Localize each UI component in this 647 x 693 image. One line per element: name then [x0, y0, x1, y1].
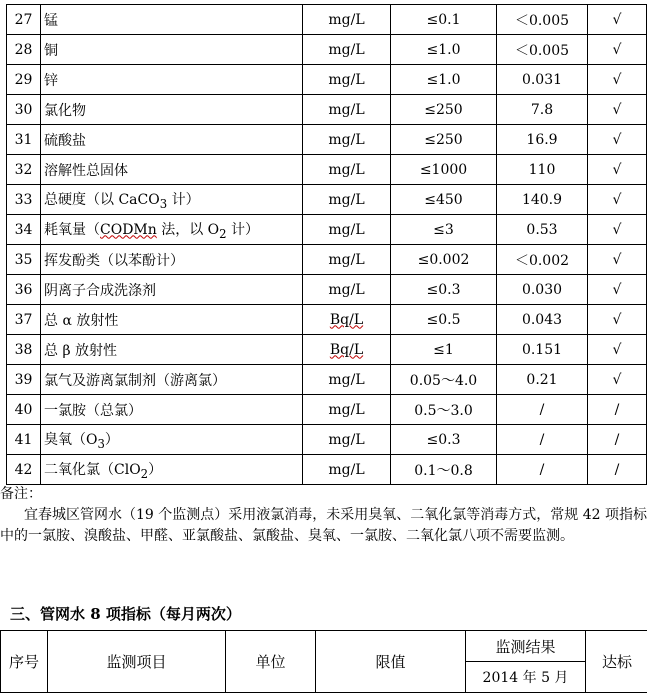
item-name-text: 耗氧量（ — [44, 222, 100, 238]
limit-value: 0.5～3.0 — [391, 395, 497, 425]
unit-cell — [303, 395, 391, 425]
item-name — [41, 395, 303, 425]
row-number: 36 — [7, 275, 41, 305]
unit-cell — [303, 335, 391, 365]
header-ok: 达标 — [586, 631, 647, 693]
compliance-mark: √ — [588, 155, 647, 185]
unit-text: mg/L — [328, 462, 364, 478]
row-number: 34 — [7, 215, 41, 245]
item-name — [41, 335, 303, 365]
item-name — [41, 155, 303, 185]
item-name — [41, 5, 303, 35]
item-name-text: 氯化物 — [44, 103, 86, 119]
table-row — [7, 305, 647, 335]
compliance-mark: √ — [588, 305, 647, 335]
unit-text: mg/L — [328, 42, 364, 58]
item-name — [41, 425, 303, 455]
item-name — [41, 215, 303, 245]
compliance-mark: √ — [588, 245, 647, 275]
notes-block — [0, 484, 647, 547]
row-number: 39 — [7, 365, 41, 395]
row-number: 32 — [7, 155, 41, 185]
compliance-mark: / — [588, 395, 647, 425]
table-row — [7, 155, 647, 185]
result-value: 0.53 — [497, 215, 588, 245]
table-row — [7, 365, 647, 395]
compliance-mark: √ — [588, 65, 647, 95]
result-value: 0.151 — [497, 335, 588, 365]
unit-text: mg/L — [328, 402, 364, 418]
unit-cell — [303, 35, 391, 65]
item-name — [41, 185, 303, 215]
unit-text: Bq/L — [330, 312, 363, 328]
table-row — [7, 185, 647, 215]
unit-cell — [303, 155, 391, 185]
result-value: ＜0.002 — [497, 245, 588, 275]
unit-text: mg/L — [328, 102, 364, 118]
compliance-mark: √ — [588, 275, 647, 305]
unit-cell — [303, 275, 391, 305]
unit-text: mg/L — [328, 222, 364, 238]
header-result: 监测结果 — [466, 631, 586, 662]
table-row — [7, 455, 647, 485]
item-name-text: 硫酸盐 — [44, 133, 86, 149]
row-number: 41 — [7, 425, 41, 455]
limit-value: 0.1～0.8 — [391, 455, 497, 485]
table-row — [7, 65, 647, 95]
item-name — [41, 245, 303, 275]
table-row — [7, 335, 647, 365]
result-value: ＜0.005 — [497, 5, 588, 35]
table-row — [7, 425, 647, 455]
compliance-mark: √ — [588, 365, 647, 395]
row-number: 29 — [7, 65, 41, 95]
item-name — [41, 125, 303, 155]
item-name-tail: ） — [148, 462, 162, 478]
table-row — [7, 275, 647, 305]
item-name — [41, 275, 303, 305]
item-name-text: 溶解性总固体 — [44, 163, 128, 179]
compliance-mark: √ — [588, 5, 647, 35]
item-name-text: 锌 — [44, 73, 58, 89]
row-number: 42 — [7, 455, 41, 485]
water-quality-table — [6, 4, 647, 485]
item-name — [41, 455, 303, 485]
unit-cell — [303, 65, 391, 95]
result-value: 110 — [497, 155, 588, 185]
unit-cell — [303, 365, 391, 395]
result-value: / — [497, 395, 588, 425]
row-number: 31 — [7, 125, 41, 155]
unit-cell — [303, 425, 391, 455]
unit-cell — [303, 5, 391, 35]
compliance-mark: / — [588, 425, 647, 455]
limit-value: 0.05～4.0 — [391, 365, 497, 395]
row-number: 38 — [7, 335, 41, 365]
item-name-text: 阴离子合成洗涤剂 — [44, 283, 156, 299]
unit-cell — [303, 215, 391, 245]
row-number: 37 — [7, 305, 41, 335]
header-no: 序号 — [1, 631, 48, 693]
item-name-text: 总 α 放射性 — [44, 313, 118, 329]
unit-text: Bq/L — [330, 342, 363, 358]
unit-text: mg/L — [328, 252, 364, 268]
result-value: / — [497, 455, 588, 485]
compliance-mark: / — [588, 455, 647, 485]
unit-text: mg/L — [328, 282, 364, 298]
compliance-mark: √ — [588, 185, 647, 215]
notes-text: 宜春城区管网水（19 个监测点）采用液氯消毒，未采用臭氧、二氧化氯等消毒方式，常规 42 项指标中的一氯胺、溴酸盐、甲醛、亚氯酸盐、氯酸盐、臭氧、一氯胺、二氧化氯八项不需要监测。 — [0, 505, 647, 547]
item-name-method: CODMn — [100, 222, 157, 238]
item-name-text: 臭氧（O — [44, 432, 97, 448]
row-number: 30 — [7, 95, 41, 125]
item-name-subscript: 3 — [97, 436, 104, 450]
item-name-text: 挥发酚类（以苯酚计） — [44, 253, 184, 269]
limit-value: ≤250 — [391, 125, 497, 155]
row-number: 33 — [7, 185, 41, 215]
unit-text: mg/L — [328, 72, 364, 88]
compliance-mark: √ — [588, 125, 647, 155]
notes-label: 备注： — [0, 484, 647, 505]
result-value: 0.21 — [497, 365, 588, 395]
unit-text: mg/L — [328, 432, 364, 448]
item-name-tail: ） — [105, 432, 119, 448]
table-row — [7, 395, 647, 425]
item-name-subscript: 2 — [219, 226, 226, 240]
unit-cell — [303, 125, 391, 155]
table-row — [7, 125, 647, 155]
limit-value: ≤3 — [391, 215, 497, 245]
result-value: 0.030 — [497, 275, 588, 305]
unit-text: mg/L — [328, 372, 364, 388]
item-name-tail2: 计） — [227, 222, 259, 238]
limit-value: ≤250 — [391, 95, 497, 125]
unit-text: mg/L — [328, 132, 364, 148]
header-item: 监测项目 — [48, 631, 226, 693]
limit-value: ≤1.0 — [391, 65, 497, 95]
item-name-text: 锰 — [44, 13, 58, 29]
table-row — [7, 5, 647, 35]
table-row — [7, 215, 647, 245]
unit-cell — [303, 455, 391, 485]
header-result-period: 2014 年 5 月 — [466, 662, 586, 693]
row-number: 40 — [7, 395, 41, 425]
item-name — [41, 35, 303, 65]
unit-text: mg/L — [328, 12, 364, 28]
row-number: 35 — [7, 245, 41, 275]
result-value: 7.8 — [497, 95, 588, 125]
row-number: 27 — [7, 5, 41, 35]
result-value: 0.031 — [497, 65, 588, 95]
limit-value: ≤1 — [391, 335, 497, 365]
header-unit: 单位 — [226, 631, 316, 693]
item-name-text: 总 β 放射性 — [44, 343, 117, 359]
limit-value: ≤1000 — [391, 155, 497, 185]
limit-value: ≤0.3 — [391, 275, 497, 305]
item-name — [41, 305, 303, 335]
compliance-mark: √ — [588, 335, 647, 365]
unit-cell — [303, 245, 391, 275]
item-name-text: 二氧化氯（ClO — [44, 462, 141, 478]
item-name-subscript: 2 — [141, 466, 148, 480]
unit-cell — [303, 305, 391, 335]
item-name — [41, 95, 303, 125]
result-value: ＜0.005 — [497, 35, 588, 65]
table-row — [7, 35, 647, 65]
item-name-text: 总硬度（以 CaCO — [44, 192, 160, 208]
compliance-mark: √ — [588, 95, 647, 125]
item-name-text: 一氯胺（总氯） — [44, 403, 142, 419]
result-value: 140.9 — [497, 185, 588, 215]
limit-value: ≤450 — [391, 185, 497, 215]
result-value: 16.9 — [497, 125, 588, 155]
compliance-mark: √ — [588, 215, 647, 245]
item-name-tail: 法，以 O — [157, 222, 219, 238]
unit-text: mg/L — [328, 162, 364, 178]
header-limit: 限值 — [316, 631, 466, 693]
table-row — [7, 95, 647, 125]
item-name — [41, 65, 303, 95]
row-number: 28 — [7, 35, 41, 65]
limit-value: ≤0.1 — [391, 5, 497, 35]
item-name-subscript: 3 — [160, 196, 167, 210]
limit-value: ≤0.5 — [391, 305, 497, 335]
table-row — [7, 245, 647, 275]
item-name-text: 氯气及游离氯制剂（游离氯） — [44, 373, 226, 389]
compliance-mark: √ — [588, 35, 647, 65]
limit-value: ≤0.002 — [391, 245, 497, 275]
limit-value: ≤1.0 — [391, 35, 497, 65]
item-name-tail: 计） — [167, 192, 199, 208]
result-value: 0.043 — [497, 305, 588, 335]
unit-text: mg/L — [328, 192, 364, 208]
unit-cell — [303, 95, 391, 125]
unit-cell — [303, 185, 391, 215]
item-name — [41, 365, 303, 395]
item-name-text: 铜 — [44, 43, 58, 59]
result-value: / — [497, 425, 588, 455]
limit-value: ≤0.3 — [391, 425, 497, 455]
section-title: 三、管网水 8 项指标（每月两次） — [10, 603, 241, 624]
